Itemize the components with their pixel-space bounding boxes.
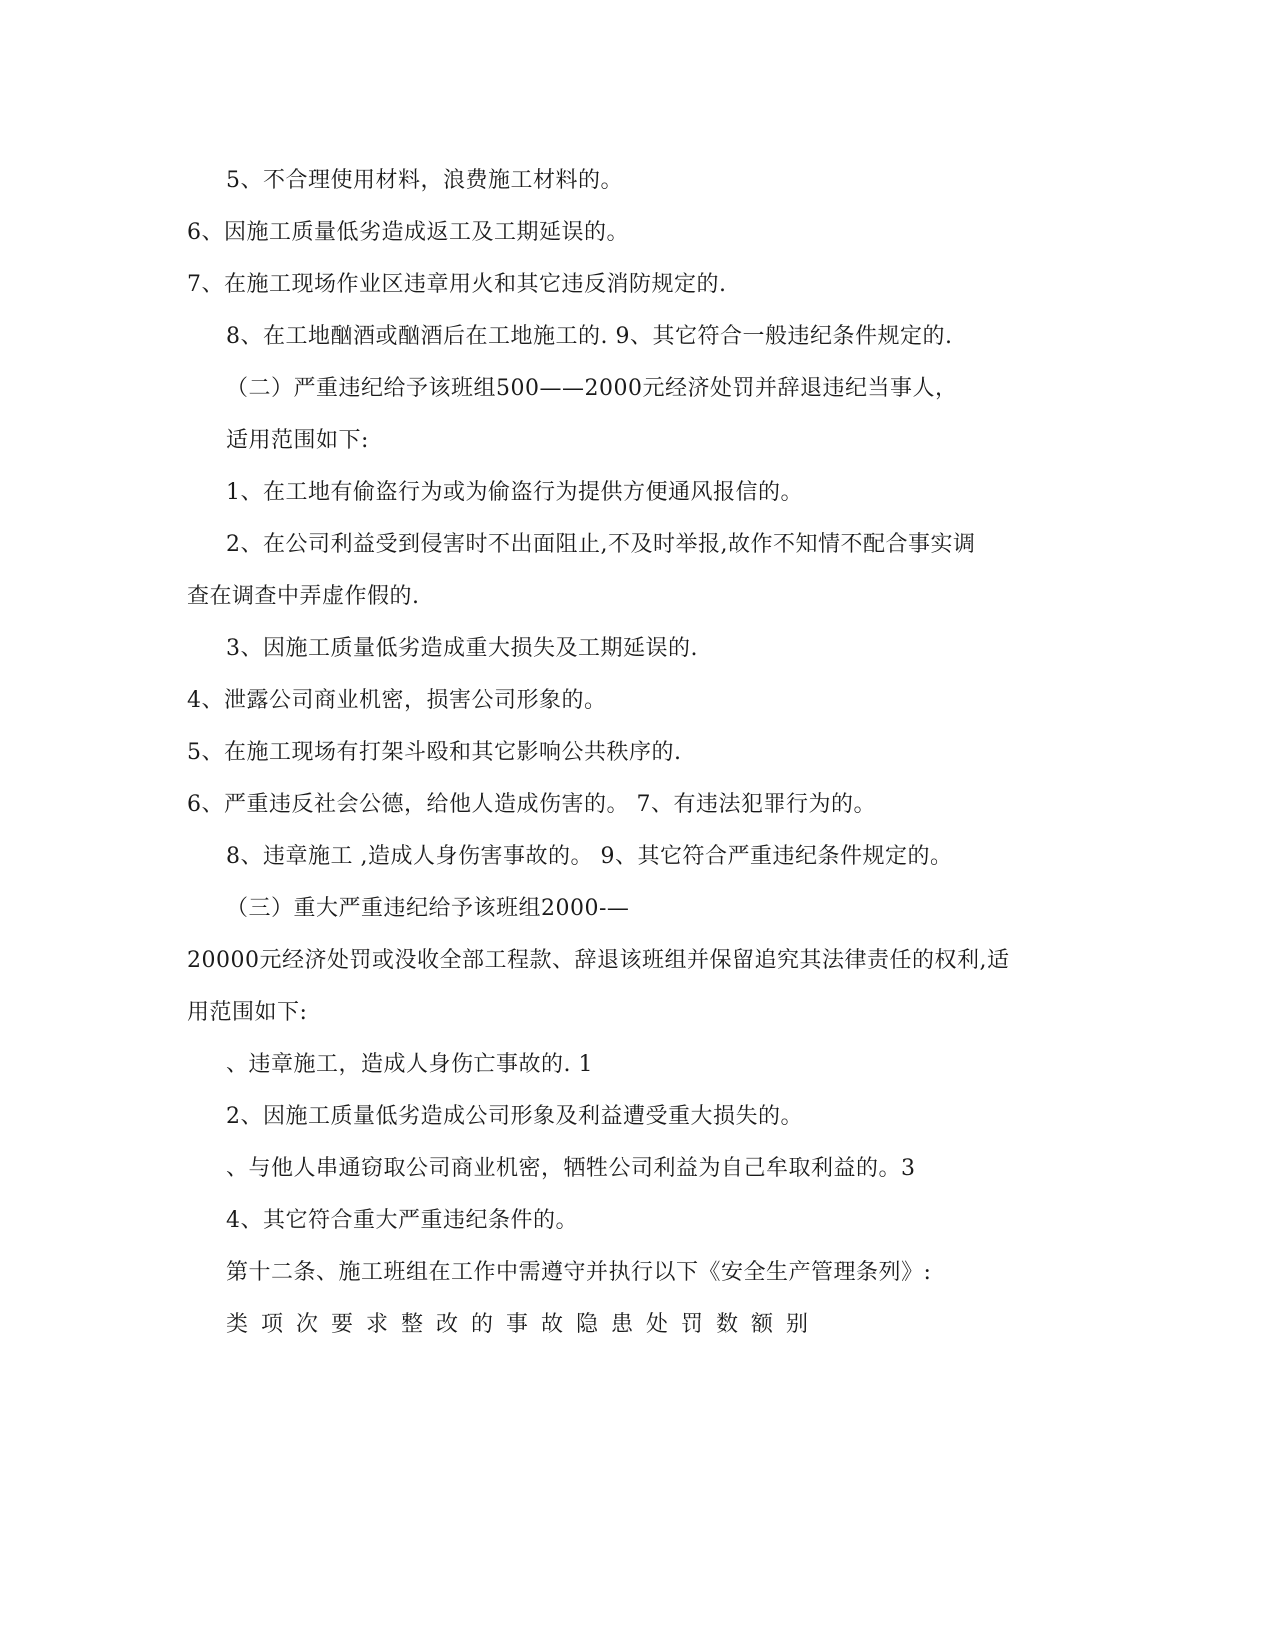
text-line: 适用范围如下:: [226, 428, 369, 453]
text-line: 2、在公司利益受到侵害时不出面阻止,不及时举报,故作不知情不配合事实调: [226, 532, 976, 557]
text-line: 第十二条、施工班组在工作中需遵守并执行以下《安全生产管理条列》:: [226, 1260, 932, 1285]
text-line: 4、其它符合重大严重违纪条件的。: [226, 1208, 578, 1233]
text-line: 2、因施工质量低劣造成公司形象及利益遭受重大损失的。: [226, 1104, 803, 1129]
text-line: 5、在施工现场有打架斗殴和其它影响公共秩序的.: [187, 740, 682, 765]
text-line: 6、严重违反社会公德，给他人造成伤害的。 7、有违法犯罪行为的。: [187, 792, 876, 817]
text-line: 查在调查中弄虚作假的.: [187, 584, 420, 609]
text-line: 用范围如下:: [187, 1000, 308, 1025]
text-line: 、与他人串通窃取公司商业机密，牺牲公司利益为自己牟取利益的。3: [226, 1156, 916, 1181]
text-line: 7、在施工现场作业区违章用火和其它违反消防规定的.: [187, 272, 727, 297]
text-line: 1、在工地有偷盗行为或为偷盗行为提供方便通风报信的。: [226, 480, 803, 505]
text-line: （三）重大严重违纪给予该班组2000-—: [226, 896, 630, 921]
text-line: 20000元经济处罚或没收全部工程款、辞退该班组并保留追究其法律责任的权利,适: [187, 948, 1010, 973]
table-header-line: 类项次要求整改的事故隐患处罚数额别: [226, 1312, 822, 1337]
text-line: 3、因施工质量低劣造成重大损失及工期延误的.: [226, 636, 698, 661]
text-line: 8、在工地酗酒或酗酒后在工地施工的. 9、其它符合一般违纪条件规定的.: [226, 324, 953, 349]
text-line: （二）严重违纪给予该班组500——2000元经济处罚并辞退违纪当事人，: [226, 376, 958, 401]
text-line: 6、因施工质量低劣造成返工及工期延误的。: [187, 220, 629, 245]
text-line: 5、不合理使用材料，浪费施工材料的。: [226, 168, 623, 193]
text-line: 、违章施工，造成人身伤亡事故的. 1: [226, 1052, 593, 1077]
text-line: 8、违章施工 ,造成人身伤害事故的。 9、其它符合严重违纪条件规定的。: [226, 844, 953, 869]
text-line: 4、泄露公司商业机密，损害公司形象的。: [187, 688, 607, 713]
